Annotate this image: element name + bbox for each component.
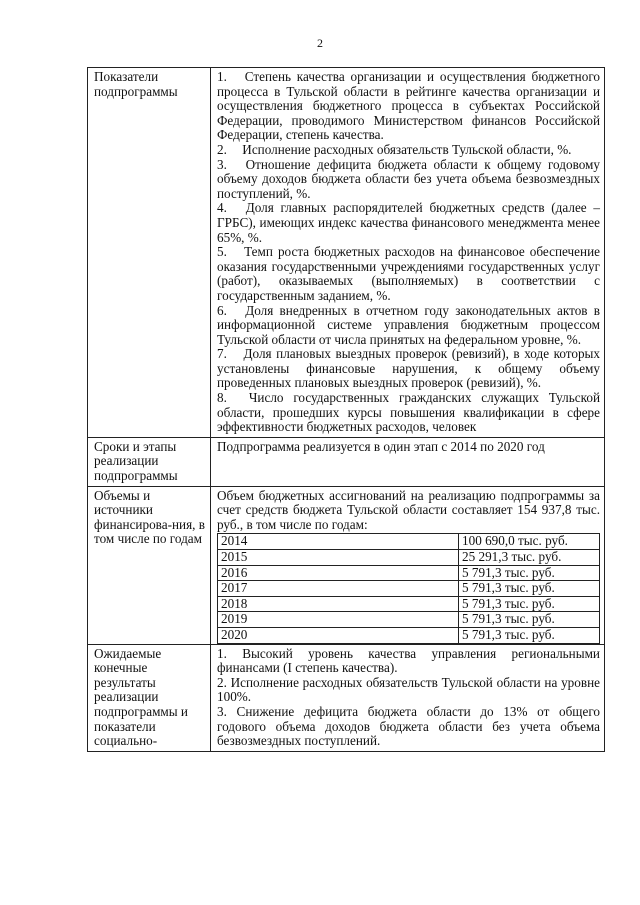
year-cell: 2018 <box>218 596 459 612</box>
year-row <box>218 627 600 643</box>
indicator-item: 8. Число государственных гражданских служащих Тульской области, прошедших курсы повышения квалификации в сфере эффективности бюджетных расходов, человек <box>217 390 600 435</box>
year-row <box>218 596 600 612</box>
amount-cell: 5 791,3 тыс. руб. <box>459 581 600 597</box>
year-row <box>218 534 600 550</box>
funding-label: Объемы и источники финансирова-ния, в том числе по годам <box>88 486 211 644</box>
year-cell: 2015 <box>218 550 459 566</box>
funding-years-table <box>217 533 600 643</box>
year-cell: 2019 <box>218 612 459 628</box>
result-item: 2. Исполнение расходных обязательств Тульской области на уровне 100%. <box>217 674 600 705</box>
indicator-item: 6. Доля внедренных в отчетном году законодательных актов в информационной системе управления бюджетным процессом Тульской области от числа принятых на федеральном уровне, %. <box>217 302 600 347</box>
funding-content <box>211 486 605 644</box>
terms-label: Сроки и этапы реализации подпрограммы <box>88 437 211 486</box>
amount-cell: 5 791,3 тыс. руб. <box>459 596 600 612</box>
year-cell: 2016 <box>218 565 459 581</box>
indicator-item: 5. Темп роста бюджетных расходов на финансовое обеспечение оказания государственными учреждениями государственных услуг (работ), оказываемых (выполняемых) в соответствии с государственным заданием, %. <box>217 244 600 303</box>
result-item: 3. Снижение дефицита бюджета области до 13% от общего годового объема доходов бюджета области без учета объема безвозмездных поступлений. <box>217 703 600 749</box>
amount-cell: 5 791,3 тыс. руб. <box>459 627 600 643</box>
year-cell: 2017 <box>218 581 459 597</box>
indicator-item: 3. Отношение дефицита бюджета области к общему годовому объему доходов бюджета области без учета объема безвозмездных поступлений, %. <box>217 156 600 201</box>
passport-table <box>87 67 605 752</box>
terms-row <box>88 437 605 486</box>
amount-cell: 25 291,3 тыс. руб. <box>459 550 600 566</box>
year-row <box>218 612 600 628</box>
year-cell: 2014 <box>218 534 459 550</box>
results-content <box>211 644 605 751</box>
funding-row <box>88 486 605 644</box>
indicator-item: 1. Степень качества организации и осуществления бюджетного процесса в Тульской области в рейтинге качества организации и осуществления бюджетного процесса в субъектах Российской Федерации, проводимого Министерством финансов Российской Федерации, степень качества. <box>217 69 600 143</box>
indicators-row <box>88 68 605 438</box>
year-row <box>218 581 600 597</box>
indicator-item: 4. Доля главных распорядителей бюджетных средств (далее – ГРБС), имеющих индекс качества финансового менеджмента менее 65%, %. <box>217 200 600 245</box>
results-row <box>88 644 605 751</box>
indicator-item: 7. Доля плановых выездных проверок (ревизий), в ходе которых установлены финансовые нарушения, к общему объему проведенных плановых выездных проверок (ревизий), %. <box>217 346 600 391</box>
result-item: 1. Высокий уровень качества управления региональными финансами (I степень качества). <box>217 645 600 676</box>
indicators-content <box>211 68 605 438</box>
indicator-item: 2. Исполнение расходных обязательств Тульской области, %. <box>217 141 572 157</box>
results-label: Ожидаемые конечные результаты реализации подпрограммы и показатели социально- <box>88 644 211 751</box>
amount-cell: 5 791,3 тыс. руб. <box>459 612 600 628</box>
year-row <box>218 565 600 581</box>
funding-intro: Объем бюджетных ассигнований на реализацию подпрограммы за счет средств бюджета Тульской области составляет 154 937,8 тыс. руб., в том числе по годам: <box>217 487 600 532</box>
indicators-label: Показатели подпрограммы <box>88 68 211 438</box>
amount-cell: 100 690,0 тыс. руб. <box>459 534 600 550</box>
year-row <box>218 550 600 566</box>
year-cell: 2020 <box>218 627 459 643</box>
page-number: 2 <box>317 36 323 50</box>
amount-cell: 5 791,3 тыс. руб. <box>459 565 600 581</box>
terms-content: Подпрограмма реализуется в один этап с 2014 по 2020 год <box>211 437 605 486</box>
